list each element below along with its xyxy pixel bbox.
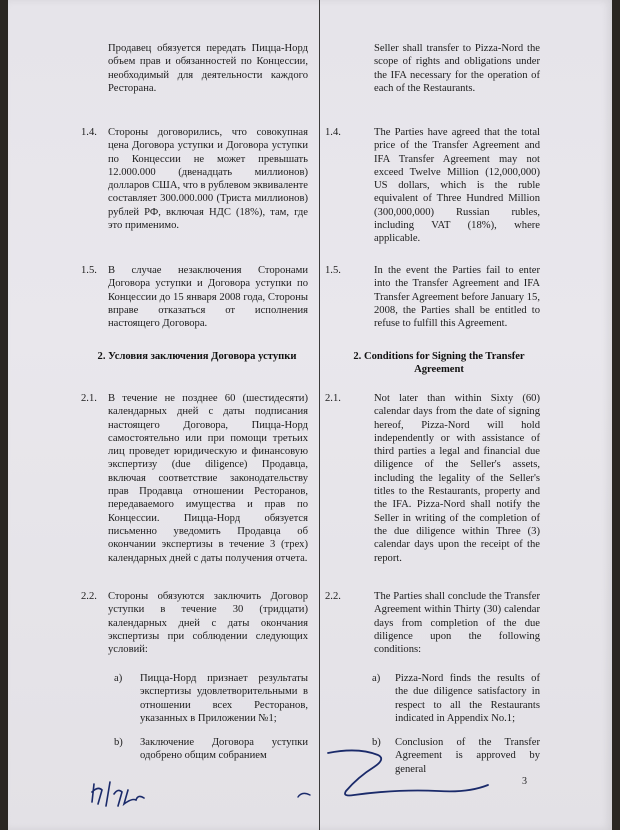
- intro-en-text: Seller shall transfer to Pizza-Nord the scope of rights and obligations under the IFA necessary for the operation of each of the Restaurants.: [374, 43, 540, 94]
- section-2-1-number-en: 2.1.: [325, 393, 341, 404]
- section-2-heading-en: 2. Conditions for Signing the Transfer Agreement: [353, 351, 525, 376]
- sub-b-en-text: Conclusion of the Transfer Agreement is approved by general: [395, 737, 540, 775]
- initials-signature: [88, 772, 160, 812]
- section-2-1-ru-text: В течение не позднее 60 (шестидесяти) календарных дней с даты подписания настоящего Договора, Пицца-Норд самостоятельно или при помощи третьих лиц проведет юридическую и финансовую экспертизу (due diligence) Продавца, включая соответствие законодательству прав Продавца отношении Ресторанов, передаваемого имущества и прав по Концессии. Пицца-Норд обязуется письменно уведомить Продавца об окончании экспертизы в течение 3 (трех) календарных дней с даты получения отчета.: [108, 393, 308, 564]
- section-2-2-number-en: 2.2.: [325, 591, 341, 602]
- section-1-4-number-ru: 1.4.: [81, 127, 97, 138]
- section-1-5-en-text: In the event the Parties fail to enter into the Transfer Agreement and IFA Transfer Agreement before January 15, 2008, the Parties shall be entitled to refuse to fulfill this Agreement.: [374, 265, 540, 330]
- section-1-5-number-ru: 1.5.: [81, 265, 97, 276]
- sub-b-ru-text: Заключение Договора уступки одобрено общим собранием: [140, 737, 308, 762]
- section-1-4-number-en: 1.4.: [325, 127, 341, 138]
- section-2-2-number-ru: 2.2.: [81, 591, 97, 602]
- section-1-5-number-en: 1.5.: [325, 265, 341, 276]
- section-2-1-number-ru: 2.1.: [81, 393, 97, 404]
- section-2-2-en-text: The Parties shall conclude the Transfer Agreement within Thirty (30) calendar days from completion of the due diligence upon the following conditions:: [374, 591, 540, 656]
- column-divider: [319, 0, 320, 830]
- section-1-4-ru-text: Стороны договорились, что совокупная цена Договора уступки и Договора уступки по Концессии не может превышать 12.000.000 (двенадцать миллионов) долларов США, что в рублевом эквиваленте составляет 300.000.000 (Триста миллионов) рублей РФ, включая НДС (18%), там, где это применимо.: [108, 127, 308, 232]
- section-1-5-ru-text: В случае незаключения Сторонами Договора уступки и Договора уступки по Концессии до 15 января 2008 года, Стороны вправе отказаться от исполнения настоящего Договора.: [108, 265, 308, 330]
- sub-b-label-en: b): [372, 737, 381, 748]
- sub-a-en-text: Pizza-Nord finds the results of the due diligence satisfactory in respect to all the Restaurants indicated in Appendix No.1;: [395, 673, 540, 724]
- intro-ru-text: Продавец обязуется передать Пицца-Норд объем прав и обязанностей по Концессии, необходимый для деятельности каждого Ресторана.: [108, 43, 308, 94]
- handwritten-signature: [288, 745, 508, 815]
- section-2-2-ru-text: Стороны обязуются заключить Договор уступки в течение 30 (тридцати) календарных дней с даты окончания экспертизы при соблюдении следующих условий:: [108, 591, 308, 656]
- section-2-1-en-text: Not later than within Sixty (60) calendar days from the date of signing hereof, Pizza-Nord will hold independently or with assistance of third parties a legal and financial due diligence of the Seller's assets, including the legality of the Seller's titles to the Restaurants, property and the IFA. Pizza-Nord shall notify the Seller in writing of the completion of the due diligence within Three (3) calendar days upon the receipt of the report.: [374, 393, 540, 564]
- section-1-4-en-text: The Parties have agreed that the total price of the Transfer Agreement and IFA Transfer Agreement may not exceed Twelve Million (12,000,000) US dollars, which is the ruble equivalent of Three Hundred Million (300,000,000) Russian rubles, including VAT (18%), where applicable.: [374, 127, 540, 245]
- sub-a-ru-text: Пицца-Норд признает результаты экспертизы удовлетворительными в отношении всех Ресторанов, указанных в Приложении №1;: [140, 673, 308, 724]
- page-number: 3: [522, 776, 527, 787]
- document-page: [8, 0, 612, 830]
- sub-a-label-en: a): [372, 673, 381, 684]
- sub-a-label-ru: a): [114, 673, 123, 684]
- sub-b-label-ru: b): [114, 737, 123, 748]
- section-2-heading-ru: 2. Условия заключения Договора уступки: [97, 351, 297, 362]
